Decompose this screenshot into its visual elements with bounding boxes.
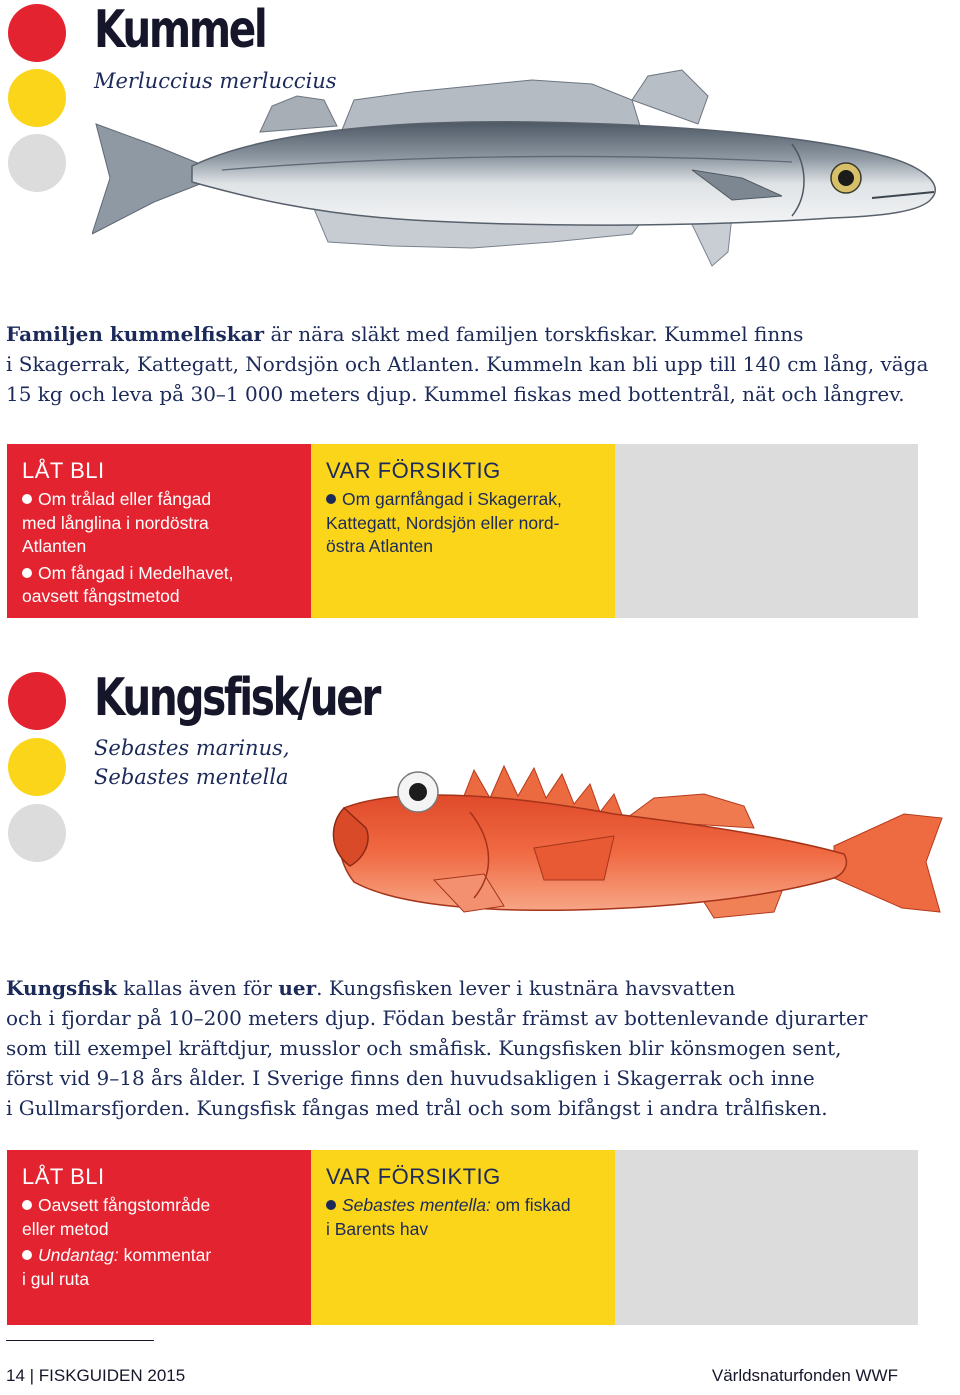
description-line: Familjen kummelfiskar är nära släkt med familjen torskfiskar. Kummel finns <box>6 322 804 346</box>
bullet-icon <box>22 568 32 578</box>
rating-dot-red-kungsfisk <box>8 672 66 730</box>
lat-bli-box-kummel <box>7 444 311 618</box>
gray-box-kummel <box>615 444 918 618</box>
rating-dot-yellow-kungsfisk <box>8 738 66 796</box>
species-description-kummel <box>6 319 928 409</box>
box-item: Om garnfångad i Skagerrak, Kattegatt, Nordsjön eller nord- östra Atlanten <box>326 489 562 556</box>
latin-line: Merluccius merluccius <box>94 69 337 93</box>
bullet-icon <box>326 1200 336 1210</box>
footer-publisher: Världsnaturfonden WWF <box>711 1366 898 1385</box>
latin-name-kungsfisk <box>94 734 290 792</box>
hake-fish-illustration <box>92 66 950 302</box>
rating-dot-yellow-kummel <box>8 69 66 127</box>
box-item: Sebastes mentella: om fiskad i Barents hav <box>326 1195 571 1239</box>
box-heading: LÅT BLI <box>22 1164 105 1189</box>
bullet-icon <box>22 1200 32 1210</box>
box-heading: VAR FÖRSIKTIG <box>326 1164 501 1189</box>
description-line: i Gullmarsfjorden. Kungsfisk fångas med trål och som bifångst i andra trålfisken. <box>6 1096 828 1120</box>
var-forsiktig-box-kungsfisk <box>311 1150 615 1325</box>
description-line: 15 kg och leva på 30–1 000 meters djup. Kummel fiskas med bottentrål, nät och långrev. <box>6 382 905 406</box>
bullet-icon <box>22 1250 32 1260</box>
box-heading: VAR FÖRSIKTIG <box>326 458 501 483</box>
gray-box-kungsfisk <box>615 1150 918 1325</box>
description-line: som till exempel kräftdjur, musslor och småfisk. Kungsfisken blir könsmogen sent, <box>6 1036 842 1060</box>
description-line: och i fjordar på 10–200 meters djup. Födan består främst av bottenlevande djurarter <box>6 1006 868 1030</box>
description-line: Kungsfisk kallas även för uer. Kungsfisken lever i kustnära havsvatten <box>6 976 736 1000</box>
species-description-kungsfisk <box>6 973 867 1123</box>
latin-line: Sebastes mentella <box>94 765 289 789</box>
species-title-kummel: Kummel <box>94 0 266 60</box>
description-line: i Skagerrak, Kattegatt, Nordsjön och Atlanten. Kummeln kan bli upp till 140 cm lång, väga <box>6 352 929 376</box>
bullet-icon <box>326 494 336 504</box>
latin-line: Sebastes marinus, <box>94 736 290 760</box>
box-item: Undantag: kommentar i gul ruta <box>22 1245 212 1289</box>
rating-dot-gray-kungsfisk <box>8 804 66 862</box>
box-item: Om fångad i Medelhavet, oavsett fångstmetod <box>22 562 234 606</box>
rating-dot-gray-kummel <box>8 134 66 192</box>
box-heading: LÅT BLI <box>22 458 105 483</box>
lat-bli-box-kungsfisk <box>7 1150 311 1325</box>
redfish-illustration <box>314 762 944 924</box>
box-item: Oavsett fångstområde eller metod <box>22 1195 211 1239</box>
footer-divider <box>6 1340 154 1341</box>
footer-page-label: 14 | FISKGUIDEN 2015 <box>6 1366 186 1385</box>
description-line: först vid 9–18 års ålder. I Sverige finns den huvudsakligen i Skagerrak och inne <box>6 1066 815 1090</box>
rating-dot-red-kummel <box>8 4 66 62</box>
box-item: Om trålad eller fångad med långlina i nordöstra Atlanten <box>22 489 212 556</box>
species-title-kungsfisk: Kungsfisk/uer <box>94 668 380 728</box>
bullet-icon <box>22 494 32 504</box>
var-forsiktig-box-kummel <box>311 444 615 618</box>
